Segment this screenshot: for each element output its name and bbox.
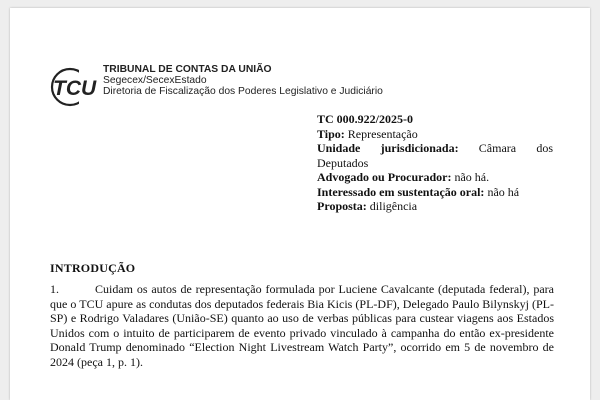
directorate-name: Diretoria de Fiscalização dos Poderes Legislativo e Judiciário	[103, 86, 383, 97]
lawyer-row: Advogado ou Procurador: não há.	[317, 170, 490, 184]
proposal-row: Proposta: diligência	[317, 199, 418, 213]
introduction-title: INTRODUÇÃO	[50, 261, 136, 275]
paragraph-number: 1.	[50, 282, 59, 296]
type-row: Tipo: Representação	[317, 126, 418, 141]
tcu-logo	[49, 67, 97, 107]
process-number: TC 000.922/2025-0	[317, 112, 413, 126]
logo-text: TCU	[53, 77, 97, 100]
paragraph-text: Cuidam os autos de representação formulada por Luciene Cavalcante (deputada federal), para que o TCU apure as condutas dos deputados federais Bia Kicis (PL-DF), Delegado Paulo Bilynskyj (PL-SP) e Rodrigo Valadares (União-SE) quanto ao uso de verbas públicas para custear viagens aos Estados Unidos com o intuito de participarem de evento privado vinculado à campanha do então ex-presidente Donald Trump denominado “Election Night Livestream Watch Party”, ocorrido em 5 de novembro de 2024 (peça 1, p. 1).	[50, 282, 554, 369]
document-header	[103, 64, 383, 97]
unit-row-continued: Deputados	[317, 155, 369, 170]
introduction-paragraph	[50, 282, 554, 370]
interested-row: Interessado em sustentação oral: não há	[317, 184, 520, 199]
process-metadata	[317, 112, 553, 214]
unit-row: Unidade jurisdicionada: Câmara dos	[317, 141, 553, 155]
organization-name: TRIBUNAL DE CONTAS DA UNIÃO	[103, 64, 272, 75]
department-name: Segecex/SecexEstado	[103, 75, 207, 86]
